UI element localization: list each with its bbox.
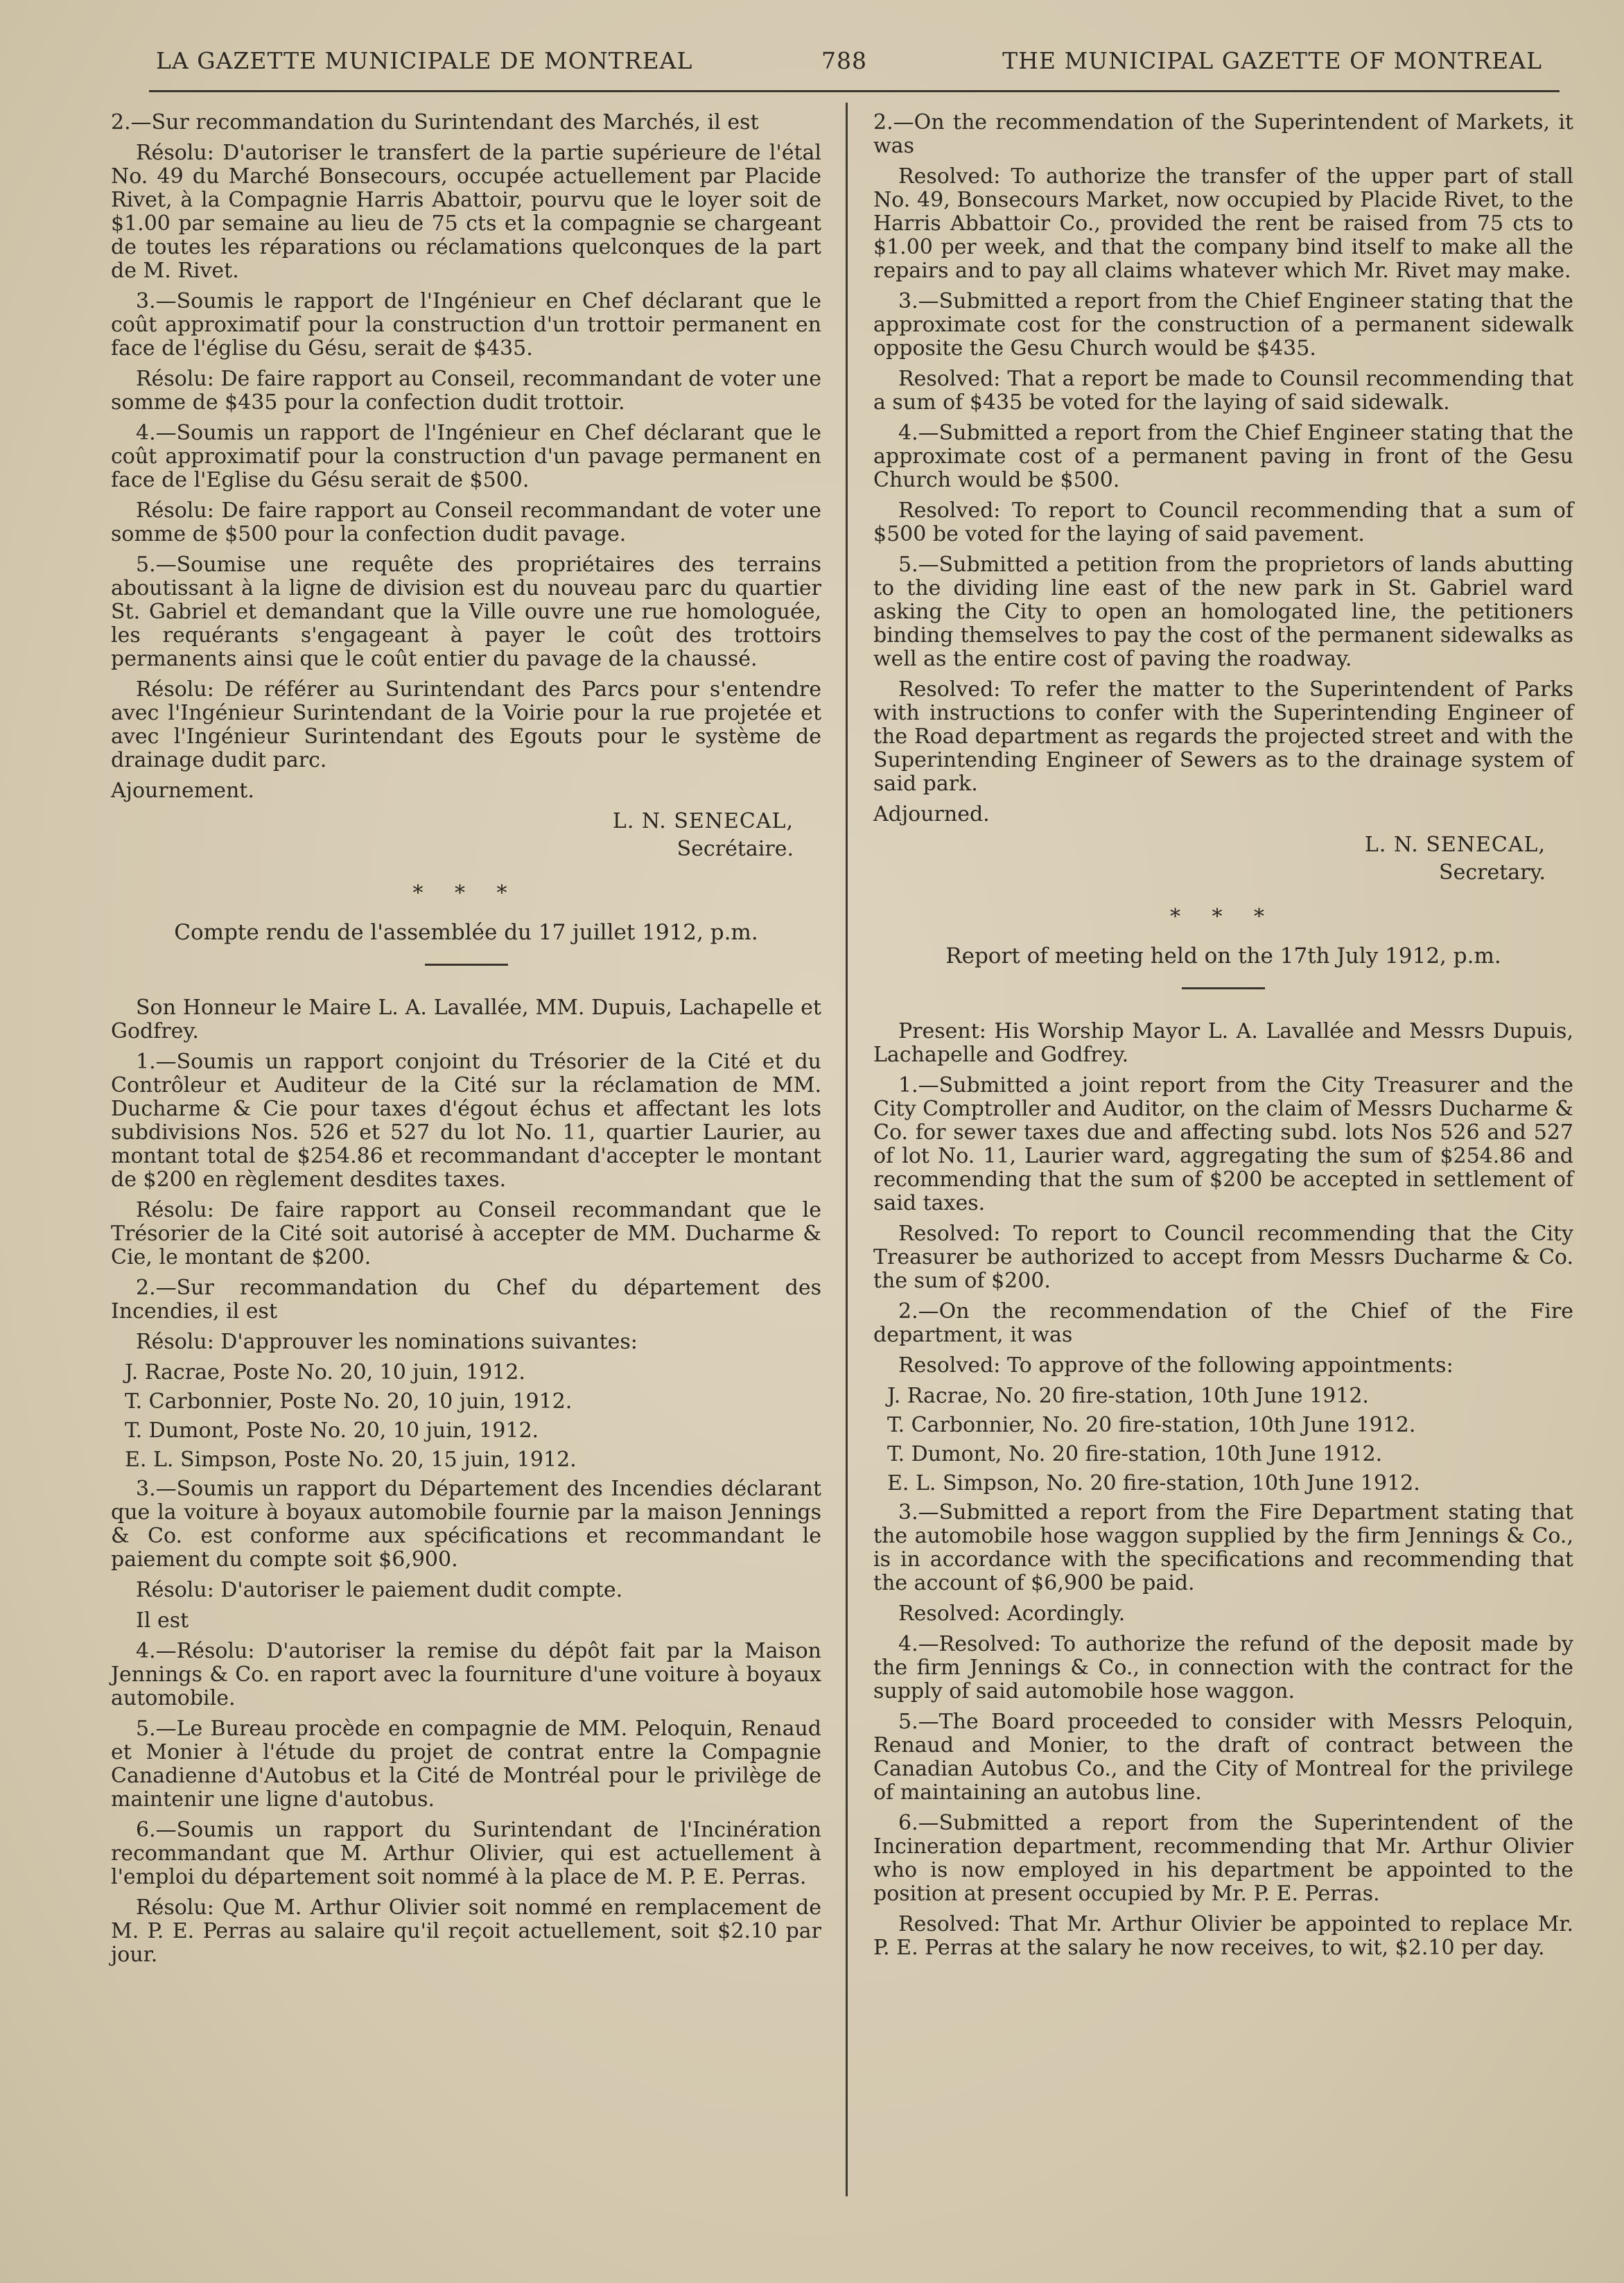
paragraph: 4.—Soumis un rapport de l'Ingénieur en Chef déclarant que le coût approximatif pour la construction d'un pavage permanent en face de l'Eglise du Gésu serait de $500. <box>111 421 821 492</box>
paragraph: 2.—Sur recommandation du Surintendant des Marchés, il est <box>111 110 759 134</box>
paragraph: Resolved: To refer the matter to the Superintendent of Parks with instructions to confer with the Superintending Engineer of the Road department as regards the projected street and with the Superintending Engineer of Sewers as to the drainage system of said park. <box>873 677 1573 796</box>
paragraph: 2.—On the recommendation of the Chief of the Fire department, it was <box>873 1299 1573 1347</box>
paragraph: 3.—Submitted a report from the Fire Department stating that the automobile hose waggon supplied by the firm Jennings & Co., is in accordance with the specifications and recommending that the account of $6,900 be paid. <box>873 1500 1573 1595</box>
paragraph: Résolu: De faire rapport au Conseil recommandant de voter une somme de $500 pour la confection dudit pavage. <box>111 498 821 546</box>
appointment-line: E. L. Simpson, No. 20 fire-station, 10th June 1912. <box>887 1471 1420 1495</box>
paragraph: Resolved: Acordingly. <box>898 1601 1126 1626</box>
paragraph: 1.—Soumis un rapport conjoint du Trésorier de la Cité et du Contrôleur et Auditeur de la Cité sur la réclamation de MM. Ducharme & Cie pour taxes d'égout échus et affectant les lots subdivisions Nos. 526 et 527 du lot No. 11, quartier Laurier, au montant total de $254.86 et recommandant d'accepter le montant de $200 en règlement desdites taxes. <box>111 1050 821 1192</box>
paragraph: Résolu: De référer au Surintendant des Parcs pour s'entendre avec l'Ingénieur Surintendant de la Voirie pour la rue projetée et avec l'Ingénieur Surintendant des Egouts pour le système de drainage dudit parc. <box>111 677 821 772</box>
header-english-title: THE MUNICIPAL GAZETTE OF MONTREAL <box>1002 47 1542 74</box>
appointment-line: T. Carbonnier, Poste No. 20, 10 juin, 1912. <box>125 1389 573 1414</box>
report-title: Compte rendu de l'assemblée du 17 juillet 1912, p.m. <box>174 920 758 945</box>
appointment-line: J. Racrae, Poste No. 20, 10 juin, 1912. <box>125 1360 525 1384</box>
english-column <box>873 111 1573 1967</box>
signature: L. N. SENECAL, <box>612 809 794 833</box>
paragraph: 6.—Submitted a report from the Superintendent of the Incineration department, recommending that Mr. Arthur Olivier who is now employed in his department be appointed to the position at present occupied by Mr. P. E. Perras. <box>873 1811 1573 1906</box>
paragraph: Résolu: D'approuver les nominations suivantes: <box>136 1330 638 1354</box>
paragraph: Résolu: De faire rapport au Conseil recommandant que le Trésorier de la Cité soit autorisé à accepter de MM. Ducharme & Cie, le montant de $200. <box>111 1198 821 1269</box>
paragraph: Resolved: To approve of the following appointments: <box>898 1353 1453 1378</box>
paragraph: Resolved: To report to Council recommending that a sum of $500 be voted for the laying of said pavement. <box>873 498 1573 546</box>
paragraph: 2.—On the recommendation of the Superintendent of Markets, it was <box>873 110 1573 158</box>
paragraph: Résolu: D'autoriser le paiement dudit compte. <box>136 1578 623 1602</box>
page-header <box>156 47 1542 82</box>
paragraph: Il est <box>136 1608 189 1633</box>
paragraph: 3.—Submitted a report from the Chief Engineer stating that the approximate cost for the construction of a permanent sidewalk opposite the Gesu Church would be $435. <box>873 289 1573 361</box>
paragraph: Resolved: To authorize the transfer of the upper part of stall No. 49, Bonsecours Market, now occupied by Placide Rivet, to the Harris Abbattoir Co., provided the rent be raised from 75 cts to $1.00 per week, and that the company bind itself to make all the repairs and to pay all claims whatever which Mr. Rivet may make. <box>873 164 1573 283</box>
appointment-line: E. L. Simpson, Poste No. 20, 15 juin, 1912. <box>125 1448 577 1472</box>
paragraph: 6.—Soumis un rapport du Surintendant de l'Incinération recommandant que M. Arthur Olivier, qui est actuellement à l'emploi du département soit nommé à la place de M. P. E. Perras. <box>111 1818 821 1889</box>
paragraph: Present: His Worship Mayor L. A. Lavallée and Messrs Dupuis, Lachapelle and Godfrey. <box>873 1019 1573 1067</box>
section-stars: * * * <box>412 881 520 905</box>
appointment-line: T. Dumont, Poste No. 20, 10 juin, 1912. <box>125 1418 539 1443</box>
report-title: Report of meeting held on the 17th July 1912, p.m. <box>945 944 1501 969</box>
paragraph: Resolved: That a report be made to Counsil recommending that a sum of $435 be voted for the laying of said sidewalk. <box>873 367 1573 415</box>
column-divider <box>846 103 848 2196</box>
adjournment: Ajournement. <box>111 779 254 803</box>
paragraph: Résolu: D'autoriser le transfert de la partie supérieure de l'étal No. 49 du Marché Bonsecours, occupée actuellement par Placide Rivet, à la Compagnie Harris Abattoir, pourvu que le loyer soit de $1.00 par semaine au lieu de 75 cts et la compagnie se chargeant de toutes les réparations ou réclamations quelconques de la part de M. Rivet. <box>111 141 821 283</box>
appointment-line: T. Dumont, No. 20 fire-station, 10th June 1912. <box>887 1442 1383 1466</box>
paragraph: 5.—Submitted a petition from the proprietors of lands abutting to the dividing line east of the new park in St. Gabriel ward asking the City to open an homologated line, the petitioners binding themselves to pay the cost of the permanent sidewalks as well as the entire cost of paving the roadway. <box>873 553 1573 671</box>
section-stars: * * * <box>1169 905 1277 929</box>
paragraph: 3.—Soumis un rapport du Département des Incendies déclarant que la voiture à boyaux automobile fournie par la maison Jennings & Co. est conforme aux spécifications et recommandant le paiement du compte soit $6,900. <box>111 1477 821 1572</box>
signature-title: Secretary. <box>1439 860 1546 885</box>
paragraph: 4.—Submitted a report from the Chief Engineer stating that the approximate cost of a permanent paving in front of the Gesu Church would be $500. <box>873 421 1573 492</box>
appointment-line: T. Carbonnier, No. 20 fire-station, 10th June 1912. <box>887 1413 1416 1437</box>
paragraph: Resolved: That Mr. Arthur Olivier be appointed to replace Mr. P. E. Perras at the salary he now receives, to wit, $2.10 per day. <box>873 1912 1573 1960</box>
paragraph: Résolu: Que M. Arthur Olivier soit nommé en remplacement de M. P. E. Perras au salaire qu'il reçoit actuellement, soit $2.10 par jour. <box>111 1895 821 1967</box>
paragraph: 5.—The Board proceeded to consider with Messrs Peloquin, Renaud and Monier, to the draft of contract between the Canadian Autobus Co., and the City of Montreal for the privilege of maintaining an autobus line. <box>873 1710 1573 1805</box>
paragraph: 4.—Resolved: To authorize the refund of the deposit made by the firm Jennings & Co., in connection with the contract for the supply of said automobile hose waggon. <box>873 1632 1573 1703</box>
paragraph: 5.—Le Bureau procède en compagnie de MM. Peloquin, Renaud et Monier à l'étude du projet de contrat entre la Compagnie Canadienne d'Autobus et la Cité de Montréal pour le privilège de maintenir une ligne d'autobus. <box>111 1717 821 1812</box>
signature-title: Secrétaire. <box>676 837 794 861</box>
french-column <box>111 111 821 1974</box>
header-rule <box>149 90 1560 92</box>
paragraph: 1.—Submitted a joint report from the City Treasurer and the City Comptroller and Auditor, on the claim of Messrs Ducharme & Co. for sewer taxes due and affecting subd. lots Nos 526 and 527 of lot No. 11, Laurier ward, aggregating the sum of $254.86 and recommending that the sum of $200 be accepted in settlement of said taxes. <box>873 1073 1573 1215</box>
signature: L. N. SENECAL, <box>1364 833 1546 857</box>
short-rule <box>425 964 508 966</box>
paragraph: 5.—Soumise une requête des propriétaires des terrains aboutissant à la ligne de division est du nouveau parc du quartier St. Gabriel et demandant que la Ville ouvre une rue homologuée, les requérants s'engageant à payer le coût des trottoirs permanents ainsi que le coût entier du pavage de la chaussé. <box>111 553 821 671</box>
paragraph: Résolu: De faire rapport au Conseil, recommandant de voter une somme de $435 pour la confection dudit trottoir. <box>111 367 821 415</box>
paragraph: 3.—Soumis le rapport de l'Ingénieur en Chef déclarant que le coût approximatif pour la construction d'un trottoir permanent en face de l'église du Gésu, serait de $435. <box>111 289 821 361</box>
short-rule <box>1182 987 1265 989</box>
header-french-title: LA GAZETTE MUNICIPALE DE MONTREAL <box>156 47 693 74</box>
paragraph: Resolved: To report to Council recommending that the City Treasurer be authorized to accept from Messrs Ducharme & Co. the sum of $200. <box>873 1222 1573 1293</box>
appointment-line: J. Racrae, No. 20 fire-station, 10th June 1912. <box>887 1384 1369 1408</box>
adjournment: Adjourned. <box>873 802 990 826</box>
paragraph: Son Honneur le Maire L. A. Lavallée, MM. Dupuis, Lachapelle et Godfrey. <box>111 996 821 1043</box>
paragraph: 4.—Résolu: D'autoriser la remise du dépôt fait par la Maison Jennings & Co. en raport avec la fourniture d'une voiture à boyaux automobile. <box>111 1639 821 1710</box>
paragraph: 2.—Sur recommandation du Chef du département des Incendies, il est <box>111 1276 821 1323</box>
page-number: 788 <box>821 47 867 74</box>
